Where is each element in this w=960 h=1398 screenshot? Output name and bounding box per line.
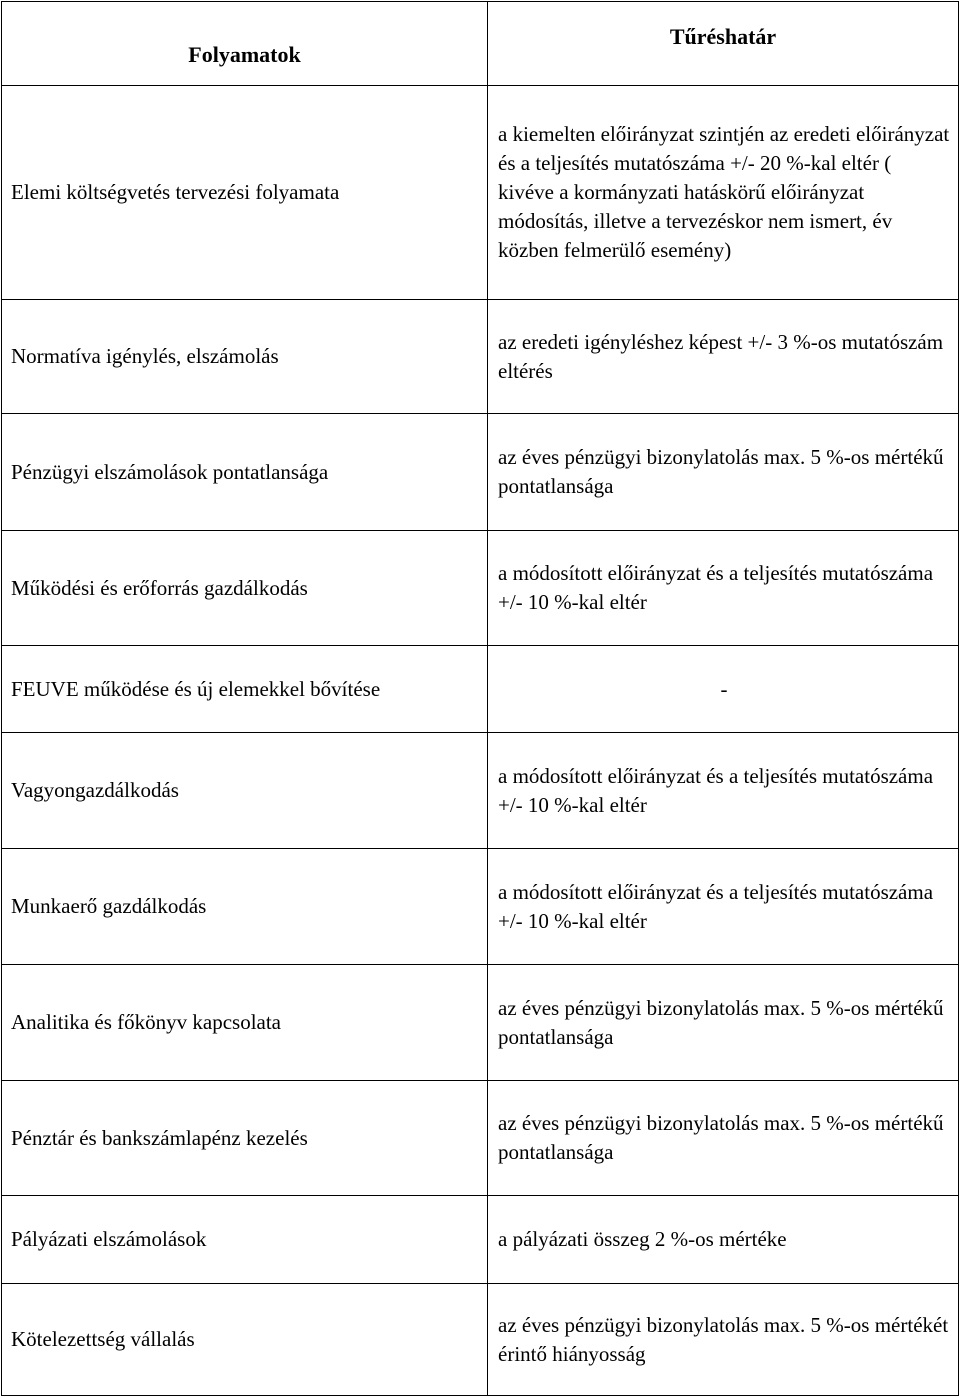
table-row xyxy=(2,414,959,531)
process-cell: Pénztár és bankszámlapénz kezelés xyxy=(2,1081,488,1196)
table-row xyxy=(2,646,959,733)
table-row xyxy=(2,1284,959,1396)
tolerance-cell: az eredeti igényléshez képest +/- 3 %-os mutatószám eltérés xyxy=(488,300,959,414)
tolerance-cell: a módosított előirányzat és a teljesítés mutatószáma +/- 10 %-kal eltér xyxy=(488,531,959,646)
table-row xyxy=(2,300,959,414)
table-row xyxy=(2,733,959,849)
tolerance-cell: - xyxy=(488,646,959,733)
header-processes: Folyamatok xyxy=(2,2,488,86)
process-cell: Vagyongazdálkodás xyxy=(2,733,488,849)
tolerance-cell: az éves pénzügyi bizonylatolás max. 5 %-os mértékű pontatlansága xyxy=(488,965,959,1081)
process-cell: Kötelezettség vállalás xyxy=(2,1284,488,1396)
tolerance-cell: az éves pénzügyi bizonylatolás max. 5 %-os mértékű pontatlansága xyxy=(488,1081,959,1196)
tolerance-cell: az éves pénzügyi bizonylatolás max. 5 %-os mértékű pontatlansága xyxy=(488,414,959,531)
process-cell: Működési és erőforrás gazdálkodás xyxy=(2,531,488,646)
header-tolerance: Tűréshatár xyxy=(488,2,959,86)
process-cell: Munkaerő gazdálkodás xyxy=(2,849,488,965)
tolerance-cell: az éves pénzügyi bizonylatolás max. 5 %-os mértékét érintő hiányosság xyxy=(488,1284,959,1396)
process-cell: FEUVE működése és új elemekkel bővítése xyxy=(2,646,488,733)
tolerance-table xyxy=(1,1,959,1396)
table-row xyxy=(2,86,959,300)
process-cell: Elemi költségvetés tervezési folyamata xyxy=(2,86,488,300)
process-cell: Pályázati elszámolások xyxy=(2,1196,488,1284)
table-row xyxy=(2,849,959,965)
table-row xyxy=(2,1196,959,1284)
table-row xyxy=(2,531,959,646)
tolerance-cell: a kiemelten előirányzat szintjén az eredeti előirányzat és a teljesítés mutatószáma +/- 20 %-kal eltér ( kivéve a kormányzati hatáskörű előirányzat módosítás, illetve a tervezéskor nem ismert, év közben felmerülő esemény) xyxy=(488,86,959,300)
tolerance-cell: a módosított előirányzat és a teljesítés mutatószáma +/- 10 %-kal eltér xyxy=(488,849,959,965)
table-header-row xyxy=(2,2,959,86)
tolerance-cell: a módosított előirányzat és a teljesítés mutatószáma +/- 10 %-kal eltér xyxy=(488,733,959,849)
table-row xyxy=(2,1081,959,1196)
process-cell: Pénzügyi elszámolások pontatlansága xyxy=(2,414,488,531)
process-cell: Normatíva igénylés, elszámolás xyxy=(2,300,488,414)
tolerance-cell: a pályázati összeg 2 %-os mértéke xyxy=(488,1196,959,1284)
table-row xyxy=(2,965,959,1081)
process-cell: Analitika és főkönyv kapcsolata xyxy=(2,965,488,1081)
